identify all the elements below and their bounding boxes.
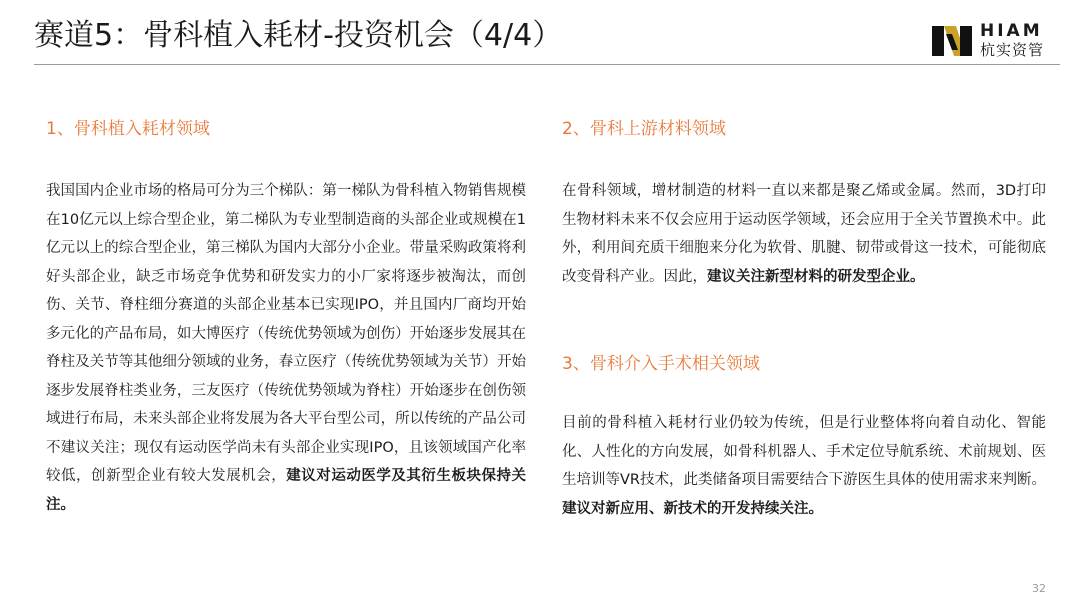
section-text: 我国国内企业市场的格局可分为三个梯队：第一梯队为骨科植入物销售规模在10亿元以上综合型企业，第二梯队为专业型制造商的头部企业或规模在1亿元以上的综合型企业，第三梯队为国内大部分小企业。带量采购政策将利好头部企业，缺乏市场竞争优势和研发实力的小厂家将逐步被淘汰，而创伤、关节、脊柱细分赛道的头部企业基本已实现IPO，并且国内厂商均开始多元化的产品布局，如大博医疗（传统优势领域为创伤）开始逐步发展其在脊柱及关节等其他细分领域的业务，春立医疗（传统优势领域为关节）开始逐步发展脊柱类业务，三友医疗（传统优势领域为脊柱）开始逐步在创伤领域进行布局，未来头部企业将发展为各大平台型公司，所以传统的产品公司不建议关注；现仅有运动医学尚未有头部企业实现IPO，且该领域国产化率较低，创新型企业有较大发展机会， — [46, 183, 526, 484]
hiam-logo-icon — [932, 24, 974, 58]
section-heading-surgery: 3、骨科介入手术相关领域 — [562, 354, 760, 374]
title-divider — [34, 64, 1060, 65]
section-text: 在骨科领域，增材制造的材料一直以来都是聚乙烯或金属。然而，3D打印生物材料未来不仅会应用于运动医学领域，还会应用于全关节置换术中。此外，利用间充质干细胞来分化为软骨、肌腱、韧带或骨这一技术，可能彻底改变骨科产业。因此， — [562, 183, 1046, 285]
section-body-implant — [46, 177, 526, 519]
slide-title: 赛道5：骨科植入耗材-投资机会（4/4） — [34, 18, 563, 53]
logo-text-cn: 杭实资管 — [980, 41, 1045, 59]
section-body-surgery — [562, 409, 1046, 523]
logo-text-en: HIAM — [980, 21, 1043, 41]
section-recommendation: 建议对新应用、新技术的开发持续关注。 — [562, 500, 823, 517]
company-logo — [932, 22, 1056, 60]
section-recommendation: 建议关注新型材料的研发型企业。 — [707, 268, 925, 285]
page-number: 32 — [1032, 582, 1046, 595]
section-heading-materials: 2、骨科上游材料领域 — [562, 119, 726, 139]
section-body-materials — [562, 177, 1046, 291]
section-recommendation: 建议对运动医学及其衍生板块保持关注。 — [46, 468, 527, 513]
section-heading-implant: 1、骨科植入耗材领域 — [46, 119, 210, 139]
section-text: 目前的骨科植入耗材行业仍较为传统，但是行业整体将向着自动化、智能化、人性化的方向发展，如骨科机器人、手术定位导航系统、术前规划、医生培训等VR技术，此类储备项目需要结合下游医生具体的使用需求来判断。 — [562, 415, 1046, 488]
